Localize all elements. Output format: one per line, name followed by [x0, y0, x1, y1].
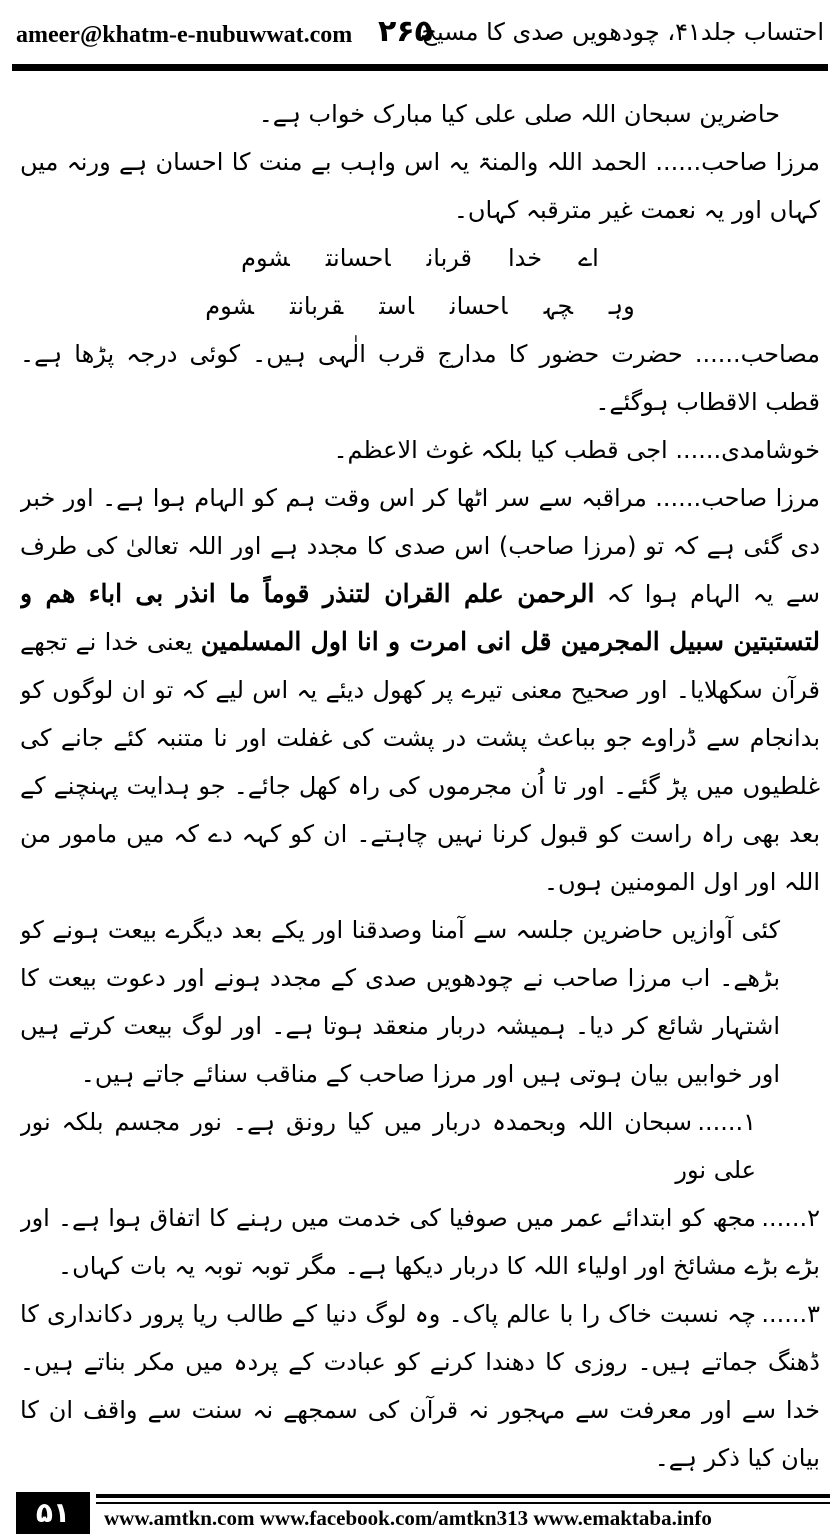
- list-item-3: [20, 1290, 820, 1480]
- header-title: احتساب جلد۴۱، چودھویں صدی کا مسیح: [421, 18, 824, 46]
- paragraph-3: مصاحب...... حضرت حضور کا مدارج قرب الٰہی ہیں۔ کوئی درجہ پڑھا ہے۔ قطب الاقطاب ہوگئے۔: [20, 340, 820, 416]
- verse-word: احسان: [449, 292, 508, 320]
- page-body: [20, 90, 820, 1480]
- footer-links: www.amtkn.com www.facebook.com/amtkn313 www.emaktaba.info: [104, 1506, 712, 1530]
- paragraph-4: خوشامدی...... اجی قطب کیا بلکہ غوث الاعظم۔: [333, 436, 820, 464]
- list-number: ۲......: [761, 1204, 820, 1232]
- footer-rule-thin: [96, 1502, 830, 1504]
- verse-word: احسانت: [325, 244, 391, 272]
- verse-word: چہ: [543, 292, 574, 320]
- list-text: سبحان اللہ وبحمدہ دربار میں کیا رونق ہے۔ نور مجسم بلکہ نور علی نور: [20, 1108, 756, 1184]
- footer-rule: [96, 1494, 830, 1498]
- paragraph-5-continuation: یعنی خدا نے تجھے قرآن سکھلایا۔ اور صحیح معنی تیرے پر کھول دیئے یہ اس لیے کہ تو ان لوگوں کو بدانجام سے ڈراوے جو بباعث پشت در پشت کی غفلت اور نا متنبہ کئے جانے کی غلطیوں میں پڑ گئے۔ اور تا اُن مجرموں کی راہ کھل جائے۔ جو ہدایت پہنچنے کے بعد بھی راہ راست کو قبول کرنا نہیں چاہتے۔ ان کو کہہ دے کہ میں مامور من اللہ اور اول المومنین ہوں۔: [20, 628, 820, 896]
- verse-word: وہ: [609, 292, 635, 320]
- list-number: ۱......: [697, 1108, 756, 1136]
- verse-word: است: [379, 292, 414, 320]
- list-item-1: [20, 1098, 820, 1194]
- verse-word: شوم: [205, 292, 254, 320]
- page-footer: [0, 1488, 840, 1540]
- header-rule: [12, 64, 828, 71]
- verse-word: اے: [578, 244, 599, 272]
- verse-word: قربان: [426, 244, 472, 272]
- paragraph-2: مرزا صاحب...... الحمد اللہ والمنۃ یہ اس واہب بے منت کا احسان ہے ورنہ میں کہاں اور یہ نعمت غیر مترقبہ کہاں۔: [20, 148, 820, 224]
- list-text: مجھ کو ابتدائے عمر میں صوفیا کی خدمت میں رہنے کا اتفاق ہوا ہے۔ اور بڑے بڑے مشائخ اور اولیاء اللہ کا دربار دیکھا ہے۔ مگر توبہ توبہ یہ بات کہاں۔: [20, 1204, 820, 1280]
- verse-word: شوم: [241, 244, 290, 272]
- header-email: ameer@khatm-e-nubuwwat.com: [16, 22, 353, 48]
- paragraph-5-text: مرزا صاحب...... مراقبہ سے سر اٹھا کر اس وقت ہم کو الہام ہوا ہے۔ اور خبر دی گئی ہے کہ تو (مرزا صاحب) اس صدی کا مجدد ہے اور اللہ تعالیٰ کی طرف سے یہ الہام ہوا کہ: [20, 484, 820, 608]
- page-header: [0, 0, 840, 60]
- verse-word: قربانت: [289, 292, 344, 320]
- paragraph-6: کئی آوازیں حاضرین جلسہ سے آمنا وصدقنا اور یکے بعد دیگرے بیعت ہونے کو بڑھے۔ اب مرزا صاحب نے چودھویں صدی کے مجدد ہونے اور دعوت بیعت کا اشتہار شائع کر دیا۔ ہمیشہ دربار منعقد ہوتا ہے۔ اور لوگ بیعت کرتے ہیں اور خوابیں بیان ہوتی ہیں اور مرزا صاحب کے مناقب سنائے جاتے ہیں۔: [20, 916, 780, 1088]
- arabic-quote: الرحمن علم القران لتنذر قوماً ما انذر بی اباء هم و لتستبتین سبیل المجرمین قل انی امرت و انا اول المسلمین: [20, 579, 820, 656]
- footer-page-number: ۵۱: [16, 1492, 90, 1534]
- list-text: چہ نسبت خاک را با عالم پاک۔ وہ لوگ دنیا کے طالب ریا پرور دکانداری کا ڈھنگ جماتے ہیں۔ روزی کا دھندا کرنے کو عبادت کے پردہ میں مکر بناتے ہیں۔ خدا سے اور معرفت سے مہجور نہ قرآن کی سمجھے نہ سنت سے واقف ان کا بیان کیا ذکر ہے۔: [20, 1300, 820, 1472]
- list-number: ۳......: [761, 1300, 820, 1328]
- paragraph-5: [20, 474, 820, 906]
- verse-line-1: [20, 234, 820, 282]
- list-item-2: [20, 1194, 820, 1290]
- verse-word: خدا: [508, 244, 543, 272]
- verse-line-2: [20, 282, 820, 330]
- paragraph-1: حاضرین سبحان اللہ صلی علی کیا مبارک خواب ہے۔: [258, 100, 780, 128]
- header-page-number: ۲۶۵: [378, 14, 433, 49]
